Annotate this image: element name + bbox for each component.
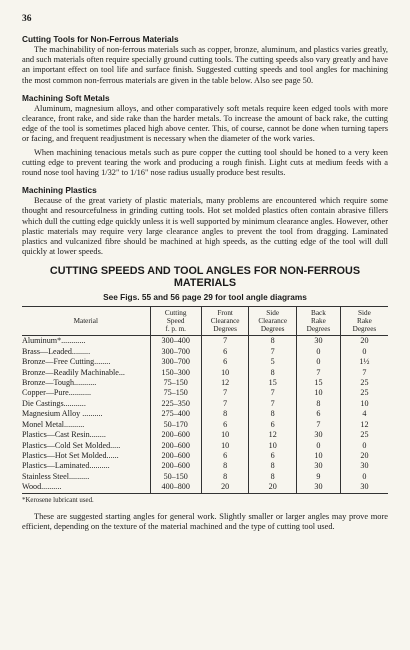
column-header-line: f. p. m. [165, 325, 186, 334]
column-header [296, 307, 340, 336]
value-cell: 400–800 [150, 482, 201, 493]
value-cell: 8 [201, 461, 249, 471]
value-cell: 30 [296, 482, 340, 493]
value-cell: 8 [249, 368, 297, 378]
material-cell: Aluminum*............ [22, 336, 86, 346]
value-cell: 10 [201, 441, 249, 451]
table-row [22, 441, 388, 451]
section-heading: Machining Soft Metals [22, 92, 110, 103]
column-header-line: Front [217, 309, 233, 318]
material-cell: Wood.......... [22, 482, 150, 493]
value-cell: 15 [296, 378, 340, 388]
column-header-line: Degrees [306, 325, 331, 334]
value-cell: 300–700 [150, 357, 201, 367]
table-header-row [22, 307, 388, 336]
value-cell: 275–400 [150, 409, 201, 419]
body-paragraph: When machining tenacious metals such as pure copper the cutting tool should be honed to a very keen cutting edge to prevent tearing the work and producing a rough finish. Light cuts at medium feeds with a round nose tool having 1/32" to 1/16" nose radius usually produce best results. [22, 147, 388, 178]
column-header-line: Degrees [213, 325, 237, 334]
value-cell: 0 [296, 441, 340, 451]
value-cell: 25 [340, 378, 388, 388]
section-heading: Machining Plastics [22, 185, 97, 196]
column-header-line: Degrees [352, 325, 377, 334]
column-header-line: Clearance [210, 317, 240, 326]
table-row [22, 368, 388, 378]
value-cell: 200–600 [150, 451, 201, 461]
value-cell: 12 [201, 378, 249, 388]
value-cell: 6 [249, 420, 297, 430]
table-row [22, 336, 388, 347]
column-header-line: Back [311, 309, 326, 318]
table-row [22, 378, 388, 388]
value-cell: 8 [249, 336, 297, 347]
value-cell: 0 [296, 357, 340, 367]
value-cell: 10 [201, 430, 249, 440]
value-cell: 150–300 [150, 368, 201, 378]
value-cell: 200–600 [150, 441, 201, 451]
value-cell: 20 [249, 482, 297, 493]
value-cell: 12 [249, 430, 297, 440]
table-body [22, 336, 388, 493]
table-row [22, 388, 388, 398]
value-cell: 20 [201, 482, 249, 493]
table-row [22, 451, 388, 461]
value-cell: 7 [340, 368, 388, 378]
material-cell: Stainless Steel.......... [22, 471, 90, 481]
column-header-line: Clearance [258, 317, 288, 326]
material-cell: Die Castings........... [22, 398, 86, 408]
value-cell: 0 [340, 472, 388, 482]
value-cell: 0 [340, 347, 388, 357]
value-cell: 0 [296, 347, 340, 357]
value-cell: 4 [340, 409, 388, 419]
body-paragraph: Aluminum, magnesium alloys, and other comparatively soft metals require keen edged tools with more clearance, front rake, and side rake than the harder metals. To increase the amount of back rake, the cutting edge of the tool is sometimes placed high above center. This, of course, cannot be done when turning tapers or facing, and frequent readjustment is necessary when the diameter of the work varies. [22, 103, 388, 144]
material-cell: Bronze—Tough........... [22, 378, 97, 388]
column-header-line: Degrees [260, 325, 285, 334]
value-cell: 10 [296, 451, 340, 461]
column-header [340, 307, 388, 336]
table-row [22, 461, 388, 471]
value-cell: 7 [201, 388, 249, 398]
value-cell: 7 [296, 420, 340, 430]
material-cell: Bronze—Readily Machinable... [22, 367, 125, 377]
column-header [150, 307, 201, 336]
value-cell: 50–170 [150, 420, 201, 430]
value-cell: 7 [201, 399, 249, 409]
value-cell: 15 [249, 378, 297, 388]
value-cell: 6 [201, 357, 249, 367]
value-cell: 8 [296, 399, 340, 409]
column-header-line: Rake [311, 317, 326, 326]
material-cell: Plastics—Cold Set Molded..... [22, 440, 121, 450]
table-row [22, 347, 388, 357]
value-cell: 0 [340, 441, 388, 451]
page-number: 36 [22, 14, 32, 24]
value-cell: 7 [201, 336, 249, 347]
value-cell: 10 [201, 368, 249, 378]
column-header-line: Side [266, 309, 280, 318]
value-cell: 7 [249, 347, 297, 357]
value-cell: 6 [296, 409, 340, 419]
table-row [22, 409, 388, 419]
value-cell: 6 [201, 420, 249, 430]
value-cell: 30 [340, 461, 388, 471]
value-cell: 225–350 [150, 399, 201, 409]
body-paragraph: Because of the great variety of plastic materials, many problems are encountered which require some thought and resourcefulness in grinding cutting tools. Hot set molded plastics often contain abrasive fillers which dull the cutting edge quickly unless it is well supported by minimum clearance angles. However, other plastic materials may require very large clearance angles to prevent the tool from dragging. Laminated plastics and vulcanized fibre should be machined at high speeds, as the cutting edge of the tool will dull quickly at lower speeds. [22, 196, 388, 257]
value-cell: 7 [249, 388, 297, 398]
value-cell: 8 [249, 461, 297, 471]
value-cell: 30 [296, 336, 340, 347]
value-cell: 8 [201, 472, 249, 482]
value-cell: 1½ [340, 357, 388, 367]
value-cell: 300–700 [150, 347, 201, 357]
section-plastics [22, 185, 388, 257]
column-header-line: Side [358, 309, 371, 318]
table-row [22, 420, 388, 430]
value-cell: 20 [340, 451, 388, 461]
value-cell: 7 [249, 399, 297, 409]
material-cell: Bronze—Free Cutting........ [22, 357, 111, 367]
table-row [22, 357, 388, 367]
value-cell: 20 [340, 336, 388, 347]
table-footnote: *Kerosene lubricant used. [22, 496, 94, 504]
value-cell: 8 [249, 409, 297, 419]
value-cell: 30 [340, 482, 388, 493]
value-cell: 8 [249, 472, 297, 482]
material-cell: Magnesium Alloy .......... [22, 409, 103, 419]
value-cell: 5 [249, 357, 297, 367]
column-header-line: Speed [166, 317, 185, 326]
value-cell: 75–150 [150, 378, 201, 388]
material-cell: Plastics—Cast Resin........ [22, 430, 106, 440]
closing-paragraph: These are suggested starting angles for general work. Slightly smaller or larger angles may prove more efficient, depending on the texture of the material machined and the type of cutting tool used. [22, 511, 388, 531]
value-cell: 7 [296, 368, 340, 378]
value-cell: 300–400 [150, 336, 201, 347]
value-cell: 10 [249, 441, 297, 451]
material-cell: Brass—Leaded......... [22, 346, 91, 356]
value-cell: 50–150 [150, 472, 201, 482]
value-cell: 6 [201, 451, 249, 461]
value-cell: 30 [296, 461, 340, 471]
table-title: CUTTING SPEEDS AND TOOL ANGLES FOR NON-FERROUS MATERIALS [49, 265, 361, 290]
material-cell: Plastics—Hot Set Molded...... [22, 450, 119, 460]
value-cell: 9 [296, 472, 340, 482]
section-heading: Cutting Tools for Non-Ferrous Materials [22, 34, 179, 44]
table-subtitle: See Figs. 55 and 56 page 29 for tool angle diagrams [103, 292, 307, 303]
table-row [22, 399, 388, 409]
value-cell: 8 [201, 409, 249, 419]
body-paragraph: The machinability of non-ferrous materials such as copper, bronze, aluminum, and plastics varies greatly, and such materials often require specially ground cutting tools. The cutting speeds also vary greatly and have an important effect on tool life and surface finish. Suggested cutting speeds and tool angles for machining the most common non-ferrous materials are given in the table below. Also see page 50. [22, 45, 388, 85]
section-soft-metals [22, 93, 388, 178]
material-cell: Monel Metal.......... [22, 419, 85, 429]
column-header-line: Material [73, 317, 98, 326]
value-cell: 75–150 [150, 388, 201, 398]
table-row [22, 472, 388, 482]
value-cell: 12 [340, 420, 388, 430]
value-cell: 10 [296, 388, 340, 398]
column-header-line: Rake [357, 317, 372, 326]
value-cell: 6 [249, 451, 297, 461]
value-cell: 25 [340, 388, 388, 398]
table-row [22, 482, 388, 493]
column-header [22, 307, 150, 336]
value-cell: 25 [340, 430, 388, 440]
value-cell: 200–600 [150, 430, 201, 440]
material-cell: Plastics—Laminated.......... [22, 461, 110, 471]
value-cell: 30 [296, 430, 340, 440]
table-row [22, 430, 388, 440]
value-cell: 10 [340, 399, 388, 409]
column-header-line: Cutting [164, 309, 187, 318]
column-header [201, 307, 249, 336]
cutting-speeds-table [22, 306, 388, 493]
material-cell: Copper—Pure........... [22, 388, 92, 398]
value-cell: 6 [201, 347, 249, 357]
value-cell: 200–600 [150, 461, 201, 471]
section-non-ferrous-tools [22, 34, 388, 86]
column-header [249, 307, 297, 336]
